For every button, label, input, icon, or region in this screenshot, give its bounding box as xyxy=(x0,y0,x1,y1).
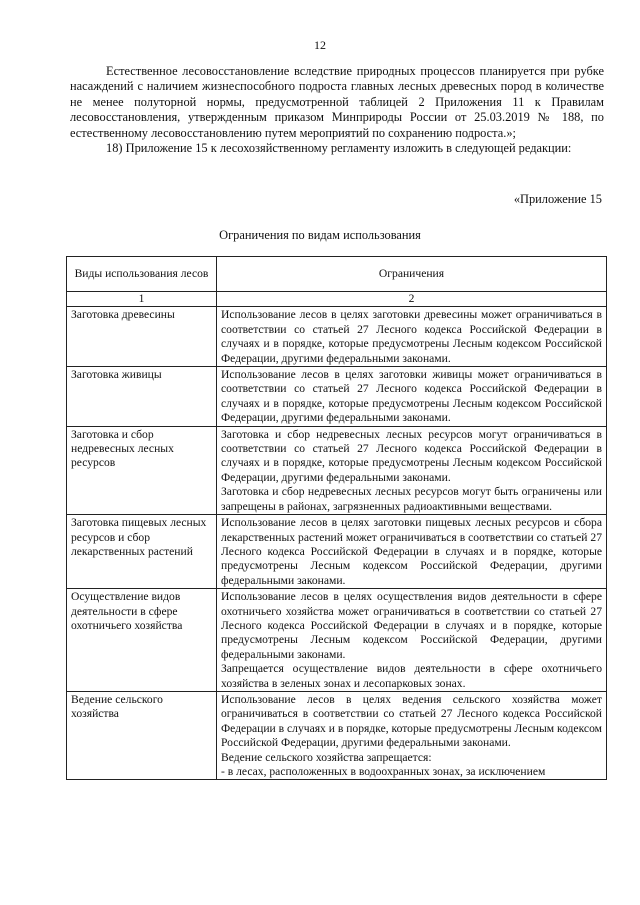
restriction-cell xyxy=(217,426,607,514)
intro-paragraph-2: 18) Приложение 15 к лесохозяйственному регламенту изложить в следующей редакции: xyxy=(106,141,572,156)
restriction-cell xyxy=(217,367,607,427)
column-number-1: 1 xyxy=(67,292,217,307)
restriction-paragraph: Ведение сельского хозяйства запрещается: xyxy=(221,750,432,764)
usage-type-cell: Ведение сельского хозяйства xyxy=(67,691,217,779)
restriction-cell xyxy=(217,515,607,589)
header-usage-types: Виды использования лесов xyxy=(67,257,217,292)
usage-type-cell: Заготовка и сбор недревесных лесных ресурсов xyxy=(67,426,217,514)
intro-paragraph-1: Естественное лесовосстановление вследствие природных процессов планируется при рубке насаждений с наличием жизнеспособного подроста главных лесных древесных пород в количестве не менее полуторной нормы, предусмотренной таблицей 2 Приложения 11 к Правилам лесовосстановления, утвержденным приказом Минприроды России от 25.03.2019 № 188, по естественному лесовосстановлению путем мероприятий по сохранению подроста.»; xyxy=(70,64,604,140)
usage-type-cell: Заготовка живицы xyxy=(67,367,217,427)
restriction-paragraph: Использование лесов в целях заготовки древесины может ограничиваться в соответствии со статьей 27 Лесного кодекса Российской Федерации в случаях и в порядке, которые предусмотрены Лесным кодексом Российской Федерации, другими федеральными законами. xyxy=(221,308,602,365)
table-row xyxy=(67,426,607,514)
usage-type-cell: Заготовка древесины xyxy=(67,307,217,367)
table-number-row xyxy=(67,292,607,307)
usage-type-cell: Осуществление видов деятельности в сфере охотничьего хозяйства xyxy=(67,589,217,692)
restriction-paragraph: Использование лесов в целях ведения сельского хозяйства может ограничиваться в соответствии со статьей 27 Лесного кодекса Российской Федерации в случаях и в порядке, которые предусмотрены Лесным кодексом Российской Федерации, другими федеральными законами. xyxy=(221,692,602,750)
restrictions-table xyxy=(66,256,607,780)
restriction-paragraph: Использование лесов в целях заготовки пищевых лесных ресурсов и сбора лекарственных растений может ограничиваться в соответствии со статьей 27 Лесного кодекса Российской Федерации в случаях и в порядке, которые предусмотрены Лесным кодексом Российской Федерации, другими федеральными законами. xyxy=(221,516,602,587)
restriction-paragraph: - в лесах, расположенных в водоохранных зонах, за исключением xyxy=(221,765,546,778)
appendix-label: «Приложение 15 xyxy=(513,192,602,206)
table-row xyxy=(67,515,607,589)
table-header-row xyxy=(67,257,607,292)
restriction-cell xyxy=(217,307,607,367)
column-number-2: 2 xyxy=(217,292,607,307)
restriction-paragraph: Использование лесов в целях осуществления видов деятельности в сфере охотничьего хозяйства может ограничиваться в соответствии со статьей 27 Лесного кодекса Российской Федерации в случаях и в порядке, которые предусмотрены Лесным кодексом Российской Федерации, другими федеральными законами. xyxy=(221,590,602,661)
restriction-paragraph: Использование лесов в целях заготовки живицы может ограничиваться в соответствии со статьей 27 Лесного кодекса Российской Федерации в случаях и в порядке, которые предусмотрены Лесным кодексом Российской Федерации, другими федеральными законами. xyxy=(221,368,602,425)
restriction-cell xyxy=(217,589,607,692)
table-title: Ограничения по видам использования xyxy=(219,228,421,242)
restriction-paragraph: Запрещается осуществление видов деятельности в сфере охотничьего хозяйства в зеленых зонах и лесопарковых зонах. xyxy=(221,662,602,690)
header-restrictions: Ограничения xyxy=(217,257,607,292)
table-row xyxy=(67,367,607,427)
table-row xyxy=(67,307,607,367)
table-row xyxy=(67,589,607,692)
usage-type-cell: Заготовка пищевых лесных ресурсов и сбор лекарственных растений xyxy=(67,515,217,589)
page-number: 12 xyxy=(314,38,326,52)
restriction-paragraph: Заготовка и сбор недревесных лесных ресурсов могут ограничиваться в соответствии со статьей 27 Лесного кодекса Российской Федерации в случаях и в порядке, которые предусмотрены Лесным кодексом Российской Федерации, другими федеральными законами. xyxy=(221,427,602,484)
table-row xyxy=(67,691,607,779)
restriction-cell xyxy=(217,691,607,779)
restriction-paragraph: Заготовка и сбор недревесных лесных ресурсов могут быть ограничены или запрещены в районах, загрязненных радиоактивными веществами. xyxy=(221,485,602,513)
intro-text xyxy=(70,64,604,156)
